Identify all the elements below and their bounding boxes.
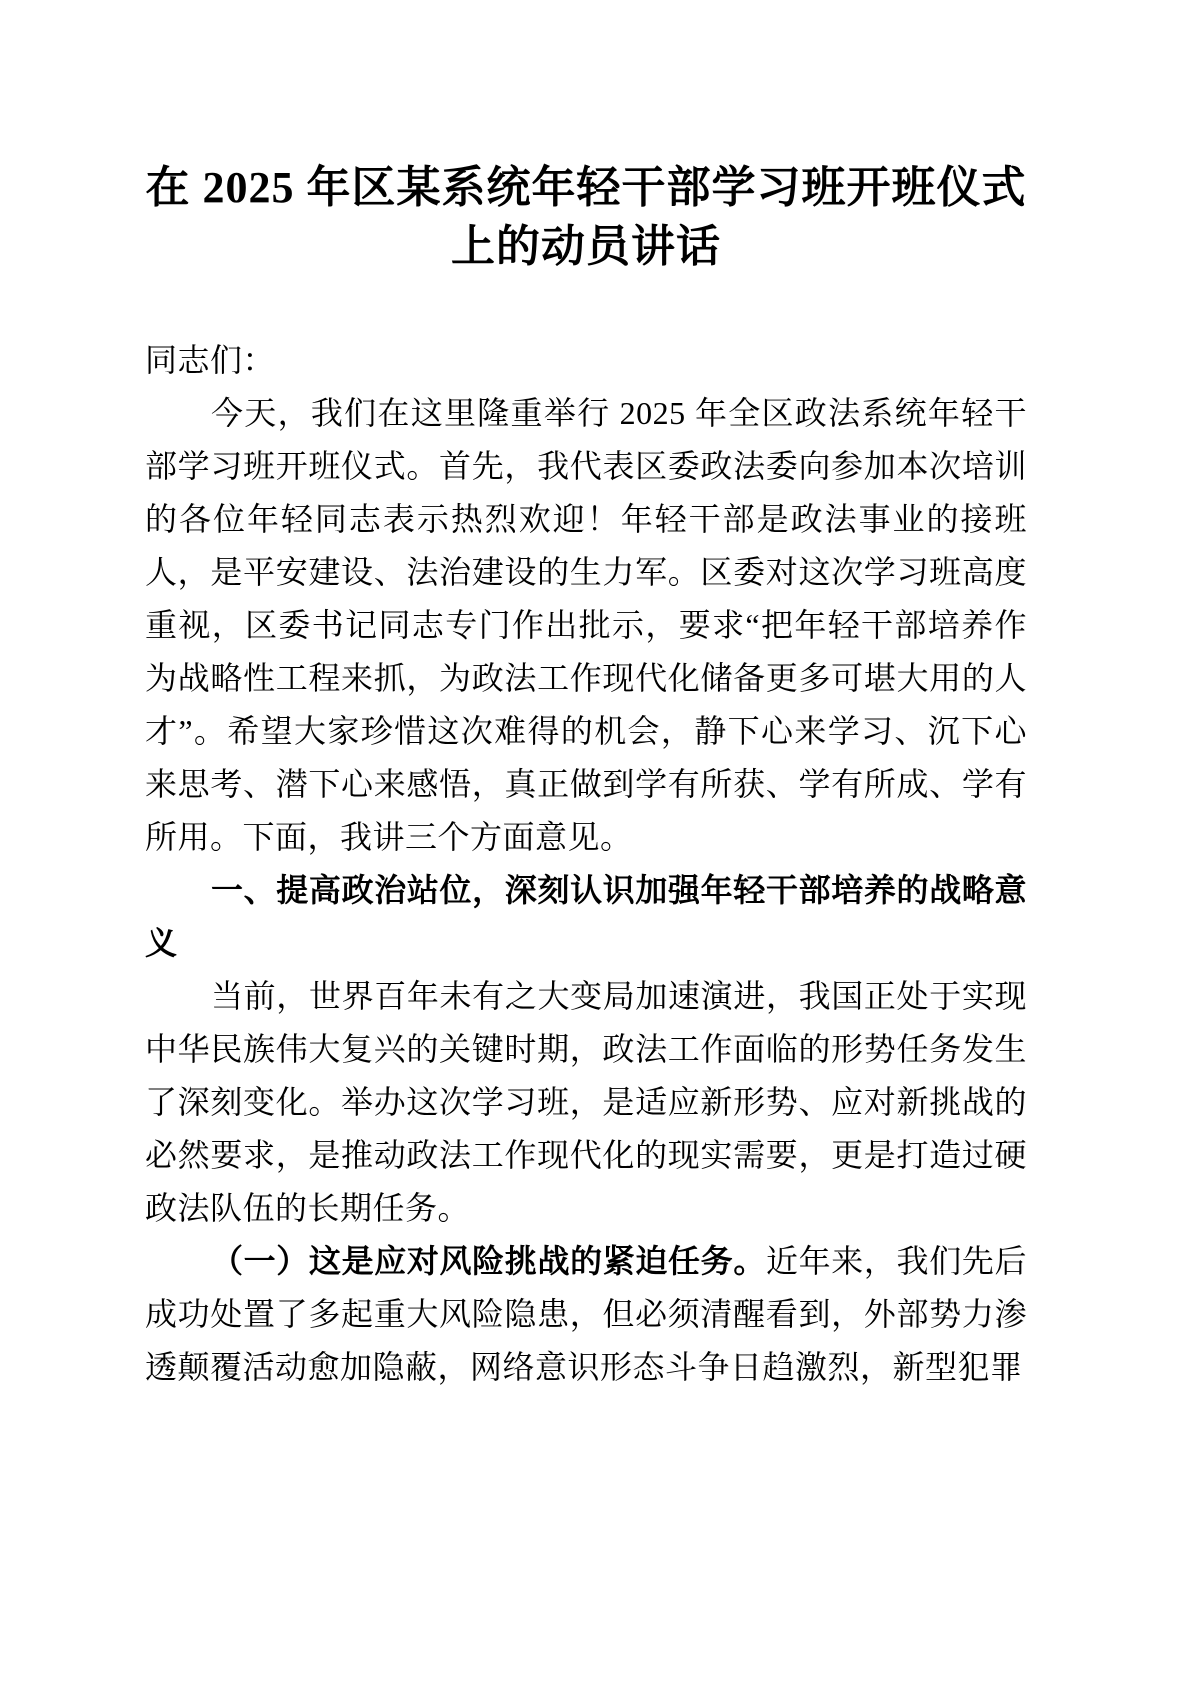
salutation: 同志们：: [145, 342, 276, 378]
document-body: [145, 334, 1027, 1394]
page-title: [145, 158, 1027, 276]
section-1-paragraph: 当前，世界百年未有之大变局加速演进，我国正处于实现中华民族伟大复兴的关键时期，政法工作面临的形势任务发生了深刻变化。举办这次学习班，是适应新形势、应对新挑战的必然要求，是推动政法工作现代化的现实需要，更是打造过硬政法队伍的长期任务。: [145, 978, 1027, 1226]
page-title-line-2: 上的动员讲话: [451, 222, 721, 271]
intro-paragraph: 今天，我们在这里隆重举行 2025 年全区政法系统年轻干部学习班开班仪式。首先，我代表区委政法委向参加本次培训的各位年轻同志表示热烈欢迎！年轻干部是政法事业的接班人，是平安建设、法治建设的生力军。区委对这次学习班高度重视，区委书记同志专门作出批示，要求“把年轻干部培养作为战略性工程来抓，为政法工作现代化储备更多可堪大用的人才”。希望大家珍惜这次难得的机会，静下心来学习、沉下心来思考、潜下心来感悟，真正做到学有所获、学有所成、学有所用。下面，我讲三个方面意见。: [145, 395, 1027, 855]
subsection-1-text: 近年来，我们先后成功处置了多起重大风险隐患，但必须清醒看到，外部势力渗透颠覆活动愈加隐蔽，网络意识形态斗争日趋激烈，新型犯罪: [145, 1243, 1027, 1385]
page-title-line-1: 在 2025 年区某系统年轻干部学习班开班仪式: [145, 163, 1027, 212]
subsection-1-paragraph: [145, 1235, 1027, 1394]
subsection-1-lead: （一）这是应对风险挑战的紧迫任务。: [211, 1243, 766, 1279]
section-1-heading: 一、提高政治站位，深刻认识加强年轻干部培养的战略意义: [145, 872, 1027, 961]
